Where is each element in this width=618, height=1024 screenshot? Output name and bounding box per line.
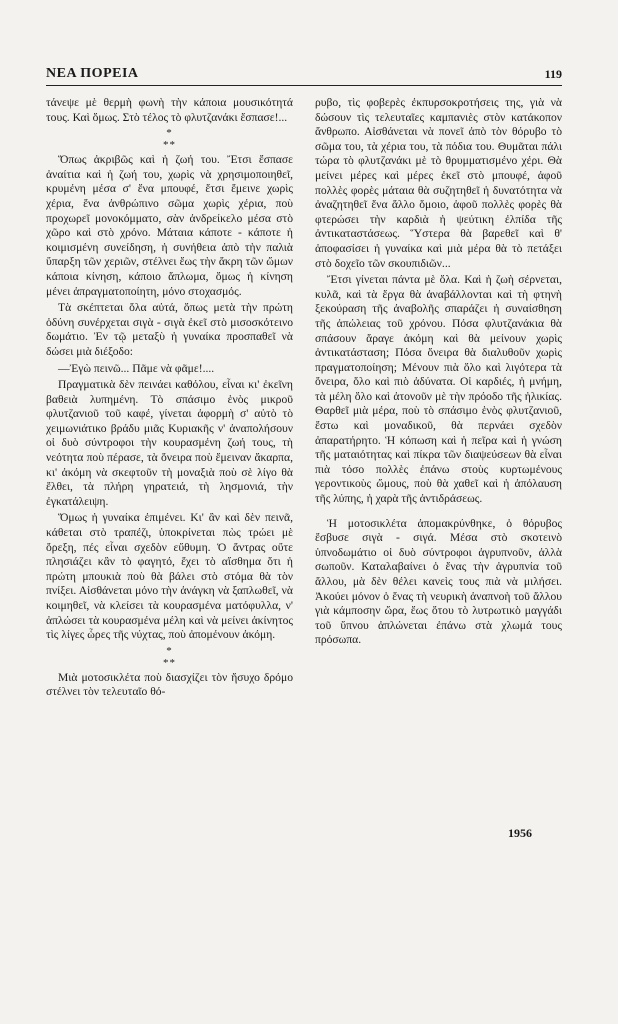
page-number: 119 — [544, 67, 562, 81]
section-asterism: * ** — [163, 127, 176, 152]
paragraph: Ἡ μοτοσικλέτα ἀπομακρύνθηκε, ὁ θόρυβος ἔσβυσε σιγὰ - σιγά. Μέσα στὸ σκοτεινὸ ὑπνοδωμάτιο οἱ δυὸ σύντροφοι ἀγρυπνοῦν, ἀλλὰ σωποῦν. Καταλαβαίνει ὁ ἕνας τὴν ἀγρυπνία τοῦ ἄλλου, μὰ δὲν θέλει κανεὶς τους πιὰ νὰ μιλήσει. Ἀκούει μόνον ὁ ἕνας τὴ νευρικὴ ἀναπνοὴ τοῦ ἄλλου γιὰ κάμποσην ὥρα, ἕως ὅτου τὸ λυτρωτικὸ μαγγάδι τοῦ ὕπνου ἁπλώνεται ἐπάνω στὰ χλωμά τους πρόσωπα. — [315, 516, 562, 647]
paragraph: Ἔτσι γίνεται πάντα μὲ ὅλα. Καὶ ἡ ζωὴ σέρνεται, κυλᾶ, καὶ τὰ ἔργα θὰ ἀναβάλλονται καὶ τὴ φτηνὴ ξεκούραση τῆς ἀναβολῆς σπαράζει ἡ συναίσθηση τῆς ἀπώλειας τοῦ χρόνου. Πόσα φλυτζανάκια θὰ σπάσουν ἄραγε ἀκόμη καὶ θὰ μείνουν χωρὶς ἀντικατάσταση; Πόσα ὄνειρα θὰ διαλυθοῦν χωρὶς πραγματοποίηση; Μένουν πιὰ ὅλο καὶ λιγότερα τὰ ὄνειρα, ὅλο καὶ πιὸ ἀδύνατα. Οἱ καρδιές, ἡ μνήμη, τὰ μέλη ὅλο καὶ ἀτονοῦν μὲ τὴν πρόοδο τῆς ἡλικίας. Θαρθεῖ μιὰ μέρα, ποὺ τὸ σπάσιμο ἑνὸς φλυτζανιοῦ, ἔστω καὶ μοναδικοῦ, θὰ περνάει σχεδὸν ἀπαρατήρητο. Ἡ κόπωση καὶ ἡ πεῖρα καὶ ἡ γνώση τῆς ματαιότητας καὶ πίκρα τῶν διαψεύσεων θὰ εἶναι πιὰ τόσο πολλὲς ἐπάνω στοὺς κυρτωμένους γεροντικοὺς ὤμους, ποὺ θὰ χαθεῖ καὶ ἡ ἀπόλαυση τῆς λύπης, ἡ χαρὰ τῆς ἀντιδράσεως. — [315, 273, 562, 506]
paragraph: τάνεψε μὲ θερμὴ φωνὴ τὴν κάποια μουσικότητά τους. Καὶ ὅμως. Στὸ τέλος τὸ φλυτζανάκι ἔσπασε!... — [46, 96, 293, 124]
running-header — [46, 60, 562, 86]
dialogue-line: —Ἐγὼ πεινῶ... Πᾶμε νὰ φᾶμε!.... — [58, 361, 215, 375]
left-column — [46, 96, 293, 700]
paragraph: Μιὰ μοτοσικλέτα ποὺ διασχίζει τὸν ἥσυχο δρόμο στέλνει τὸν τελευταῖο θό- — [46, 670, 293, 699]
right-column — [315, 96, 562, 648]
section-asterism: * ** — [163, 644, 176, 669]
paragraph: Πραγματικὰ δὲν πεινάει καθόλου, εἶναι κι' ἐκεῖνη βαθειὰ λυπημένη. Τὸ σπάσιμο ἑνὸς μικροῦ φλυτζανιοῦ τοῦ καφέ, γίνεται ἀφορμὴ σ' αὐτὸ τὸ χειμωνιάτικο βράδυ μιᾶς Κυριακῆς ν' ἀναπολήσουν οἱ δυὸ σύντροφοι τὴν κουρασμένη ζωή τους, τὴ νεότητα ποὺ πέρασε, τὰ ὄνειρα ποὺ ἔμειναν ἄκαρπα, κι' ἀκόμη νὰ σκεφτοῦν τὴ μοναξιὰ ποὺ σὲ λίγο θὰ ἔλθει, τὰ πλήρη γηρατειά, τὴ λησμονιά, τὴν ἐγκατάλειψη. — [46, 378, 293, 508]
publication-year: 1956 — [508, 826, 532, 840]
journal-title: ΝΕΑ ΠΟΡΕΙΑ — [46, 66, 139, 81]
paragraph: Τὰ σκέπτεται ὅλα αὐτά, ὅπως μετὰ τὴν πρώτη ὀδύνη συνέρχεται σιγὰ - σιγὰ ἐκεῖ στὸ μισοσκότεινο δωμάτιο. Ἐν τῷ μεταξὺ ἡ γυναίκα προσπαθεῖ νὰ δώσει μιὰ διέξοδο: — [46, 301, 293, 358]
paragraph: ρυβο, τὶς φοβερὲς ἐκπυρσοκροτήσεις της, γιὰ νὰ δώσουν τὶς τελευταῖες καμπανιὲς στὸν κατάκοπον ἄνθρωπο. Αἰσθάνεται νὰ πονεῖ ἀπὸ τὸν θόρυβο τὸ σῶμα του, τὰ χέρια του, τὰ πόδια του. Θυμᾶται πάλι τώρα τὸ φλυτζανάκι μὲ τὸ θρυμματισμένο χέρι. Θὰ μείνει μέρες καὶ μέρες ἐκεῖ στὸ μπουφέ, ἀφοῦ πολλὲς φορὲς μάταια θὰ συζητηθεῖ ἡ δυνατότητα νὰ ἀναζητηθεῖ ἕνα ἄλλο ὅμοιο, ἀφοῦ πολλὲς φορὲς θὰ φτερώσει τὴν καρδιὰ ἡ ψεύτικη ἐλπίδα τῆς ἀντικαταστάσεως. Ὕστερα θὰ βαρεθεῖ καὶ θ' ἀποφασίσει ἡ γυναίκα καὶ μιὰ μέρα θὰ τὸ πετάξει στὸ δοχεῖο τῶν σκουπιδιῶν... — [315, 96, 562, 270]
paragraph: Ὅπως ἀκριβῶς καὶ ἡ ζωή του. Ἔτσι ἔσπασε ἀναίτια καὶ ἡ ζωή του, χωρὶς νὰ χρησιμοποιηθεῖ, κρυμένη μέσα σ' ἕνα μπουφέ, ἔτσι ἔμεινε χωρὶς χέρια, ἕνα ἀνθρώπινο σῶμα χωρὶς χέρια, ποὺ προχωρεῖ μονοκόμματο, σὰν ἀνδρείκελο μέσα στὸ χῶρο καὶ στὸ χρόνο. Μάταια κάποτε - κάποτε ἡ κοιμισμένη συνείδηση, ἡ συνήθεια ἀπὸ τὴν παλιὰ ὕπαρξη τῶν χεριῶν, στέλνει ἕως τὴν ἄκρη τῶν ὤμων κάποια κίνηση, κάποιο ἄπλωμα, ὅμως ἡ κίνηση μένει ἀπραγματοποίητη, μόνο στοχασμός. — [46, 153, 293, 298]
paragraph: Ὅμως ἡ γυναίκα ἐπιμένει. Κι' ἂν καὶ δὲν πεινᾶ, κάθεται στὸ τραπέζι, ὑποκρίνεται πὼς τρώει μὲ ὄρεξη, πές εἶναι σχεδὸν εὔθυμη. Ὁ ἄντρας οὔτε πλησιάζει κἂν τὸ φαγητό, ἔχει τὸ αἴσθημα ὅτι ἡ πρώτη μπουκιὰ ποὺ θὰ βάλει στὸ στόμα θὰ τὸν πνίξει. Αἰσθάνεται μόνο τὴν ἀνάγκη νὰ ξαπλωθεῖ, νὰ κοιμηθεῖ, νὰ κλείσει τὰ κουρασμένα ματόφυλλα, ν' ἁπλώσει τὰ κουρασμένα μέλη καὶ νὰ μείνει ἀκίνητος τὶς λίγες ὧρες τῆς νύχτας, ποὺ ἀπομένουν ἀκόμη. — [46, 511, 293, 642]
